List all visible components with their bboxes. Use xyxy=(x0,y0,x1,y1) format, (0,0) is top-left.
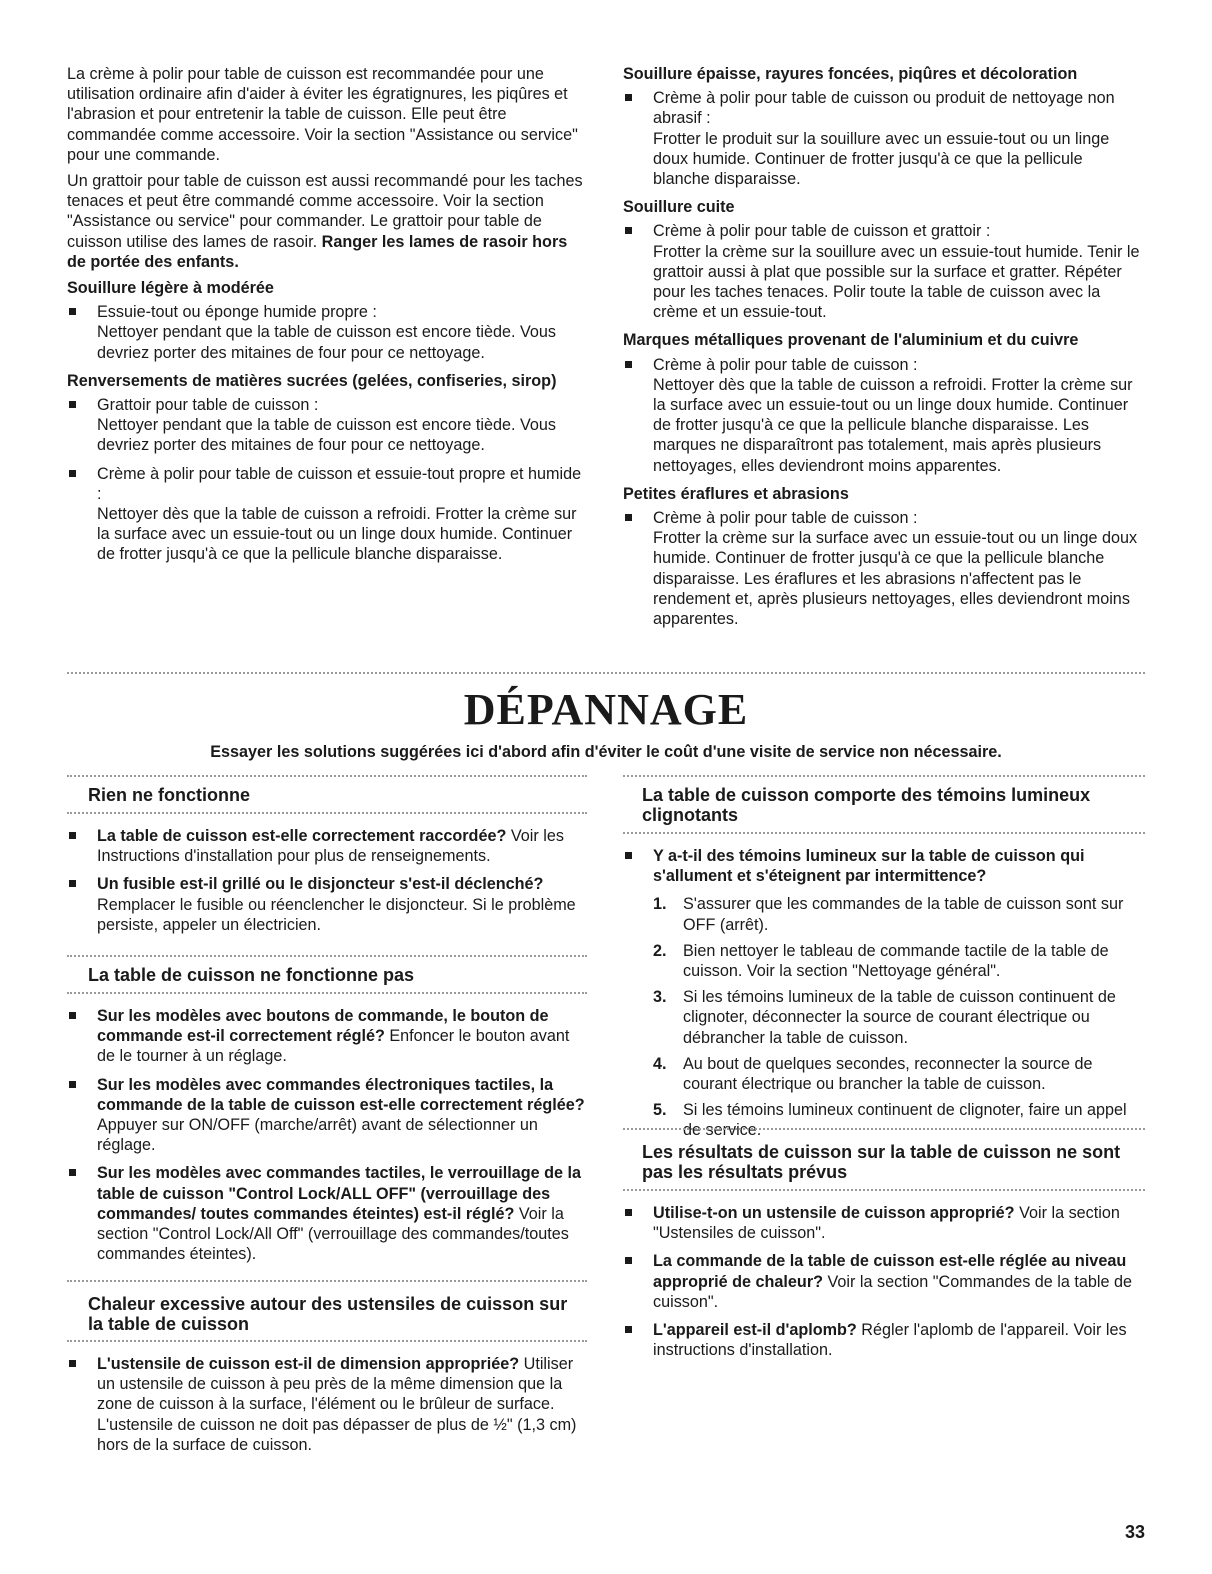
divider xyxy=(67,812,587,814)
list-item: Crème à polir pour table de cuisson : Nettoyer dès que la table de cuisson a refroidi. Frotter la crème sur la surface avec un essuie-tout ou un linge doux humide. Continuer de frotter jusqu'à ce que la pellicule blanche disparaisse. Les marques ne disparaîtront pas totalement, mais après plusieurs nettoyages, elles deviendront moins apparentes. xyxy=(623,355,1143,476)
step-text: Bien nettoyer le tableau de commande tactile de la table de cuisson. Voir la section "Nettoyage général". xyxy=(683,941,1109,981)
section-title-flashing-lights: La table de cuisson comporte des témoins lumineux clignotants xyxy=(642,785,1091,825)
list-item: Crème à polir pour table de cuisson ou produit de nettoyage non abrasif : Frotter le produit sur la souillure avec un essuie-tout ou un linge doux humide. Continuer de frotter jusqu'à ce que la pellicule blanche disparaisse. xyxy=(623,88,1143,189)
subheading-burned-soil: Souillure cuite xyxy=(623,198,735,217)
list-item: Sur les modèles avec commandes électroniques tactiles, la commande de la table de cuisson est-elle correctement réglée? Appuyer sur ON/OFF (marche/arrêt) avant de sélectionner un réglage. xyxy=(67,1075,587,1156)
numbered-step xyxy=(653,894,1145,934)
list-item: Y a-t-il des témoins lumineux sur la table de cuisson qui s'allument et s'éteignent par intermittence? xyxy=(623,846,1145,886)
subheading-metal-marks: Marques métalliques provenant de l'aluminium et du cuivre xyxy=(623,331,1079,350)
subheading-small-scratches: Petites éraflures et abrasions xyxy=(623,484,849,503)
divider xyxy=(67,775,587,777)
section-title-unexpected-results: Les résultats de cuisson sur la table de cuisson ne sont pas les résultats prévus xyxy=(642,1142,1121,1182)
paragraph-polishing-cream: La crème à polir pour table de cuisson est recommandée pour une utilisation ordinaire afin d'aider à éviter les égratignures, les piqûres et l'abrasion et pour entretenir la table de cuisson. Elle peut être commandée comme accessoire. Voir la section "Assistance ou service" pour une commande. xyxy=(67,65,578,164)
step-number: 5. xyxy=(653,1101,667,1120)
divider xyxy=(67,1340,587,1342)
divider xyxy=(67,955,587,957)
step-text: Si les témoins lumineux de la table de cuisson continuent de clignoter, déconnecter la source de courant électrique ou débrancher la table de cuisson. xyxy=(683,988,1116,1047)
page-title: DÉPANNAGE xyxy=(463,685,749,734)
paragraph-scraper: Un grattoir pour table de cuisson est aussi recommandé pour les taches tenaces et peut être commandé comme accessoire. Voir la section "Assistance ou service" pour commander. Le grattoir pour table de cuisson utilise des lames de rasoir. Ranger les lames de rasoir hors de portée des enfants. xyxy=(67,172,583,271)
section-excessive-heat xyxy=(67,1354,587,1463)
divider xyxy=(67,1280,587,1282)
top-left-column xyxy=(67,64,585,573)
step-text: Au bout de quelques secondes, reconnecter la source de courant électrique ou brancher la table de cuisson. xyxy=(683,1054,1093,1094)
section-divider xyxy=(67,672,1145,674)
list-item: Sur les modèles avec boutons de commande, le bouton de commande est-il correctement réglé? Enfoncer le bouton avant de le tourner à un réglage. xyxy=(67,1006,587,1067)
list-item: La table de cuisson est-elle correctement raccordée? Voir les Instructions d'installation pour plus de renseignements. xyxy=(67,826,587,866)
section-flashing-lights xyxy=(623,846,1145,1147)
subheading-light-soil: Souillure légère à modérée xyxy=(67,279,274,298)
divider xyxy=(623,1128,1145,1130)
divider xyxy=(67,992,587,994)
section-cooktop-not-working xyxy=(67,1006,587,1272)
section-title-nothing-works: Rien ne fonctionne xyxy=(88,785,250,805)
depannage-header xyxy=(67,684,1145,762)
subheading-sugary-spills: Renversements de matières sucrées (gelées, confiseries, sirop) xyxy=(67,371,557,390)
step-text: Si les témoins lumineux continuent de clignoter, faire un appel de service. xyxy=(683,1101,1127,1140)
numbered-step xyxy=(653,941,1145,981)
divider xyxy=(623,1189,1145,1191)
step-number: 2. xyxy=(653,941,667,960)
numbered-step xyxy=(653,1100,1145,1140)
list-item: Un fusible est-il grillé ou le disjoncteur s'est-il déclenché? Remplacer le fusible ou réenclencher le disjoncteur. Si le problème persiste, appeler un électricien. xyxy=(67,874,587,935)
divider xyxy=(623,775,1145,777)
step-number: 4. xyxy=(653,1054,667,1073)
step-number: 3. xyxy=(653,988,667,1007)
step-number: 1. xyxy=(653,895,667,914)
list-item: Essuie-tout ou éponge humide propre : Nettoyer pendant que la table de cuisson est encore tiède. Vous devriez porter des mitaines de four pour ce nettoyage. xyxy=(67,302,585,363)
list-item: La commande de la table de cuisson est-elle réglée au niveau approprié de chaleur? Voir la section "Commandes de la table de cuisson". xyxy=(623,1251,1145,1312)
page-number: 33 xyxy=(1124,1522,1145,1542)
list-item: L'appareil est-il d'aplomb? Régler l'aplomb de l'appareil. Voir les instructions d'installation. xyxy=(623,1320,1145,1360)
section-title-cooktop-not-working: La table de cuisson ne fonctionne pas xyxy=(88,965,415,985)
list-item: L'ustensile de cuisson est-il de dimension appropriée? Utiliser un ustensile de cuisson à peu près de la même dimension que la zone de cuisson à la surface, l'élément ou le brûleur de surface. L'ustensile de cuisson ne doit pas dépasser de plus de ½" (1,3 cm) hors de la surface de cuisson. xyxy=(67,1354,587,1455)
subheading-heavy-soil: Souillure épaisse, rayures foncées, piqûres et décoloration xyxy=(623,65,1078,83)
list-item: Grattoir pour table de cuisson : Nettoyer pendant que la table de cuisson est encore tiède. Vous devriez porter des mitaines de four pour ce nettoyage. xyxy=(67,395,585,456)
list-item: Sur les modèles avec commandes tactiles, le verrouillage de la table de cuisson "Control Lock/ALL OFF" (verrouillage des commandes/ toutes commandes éteintes) est-il réglé? Voir la section "Control Lock/All Off" (verrouillage des commandes/toutes commandes éteintes). xyxy=(67,1163,587,1264)
section-unexpected-results xyxy=(623,1203,1145,1368)
numbered-step xyxy=(653,1054,1145,1094)
list-item: Crème à polir pour table de cuisson et grattoir : Frotter la crème sur la souillure avec un essuie-tout humide. Tenir le grattoir aussi à plat que possible sur la surface et gratter. Répéter pour les taches tenaces. Polir toute la table de cuisson avec la crème et un essuie-tout. xyxy=(623,221,1143,322)
section-nothing-works xyxy=(67,826,587,943)
numbered-step xyxy=(653,987,1145,1048)
steps-list xyxy=(623,894,1145,1140)
list-item: Utilise-t-on un ustensile de cuisson approprié? Voir la section "Ustensiles de cuisson". xyxy=(623,1203,1145,1243)
top-right-column xyxy=(623,64,1143,637)
intro-text: Essayer les solutions suggérées ici d'abord afin d'éviter le coût d'une visite de service non nécessaire. xyxy=(210,743,1002,761)
section-title-excessive-heat: Chaleur excessive autour des ustensiles de cuisson sur la table de cuisson xyxy=(88,1294,568,1334)
list-item: Crème à polir pour table de cuisson : Frotter la crème sur la surface avec un essuie-tout ou un linge doux humide. Continuer de frotter jusqu'à ce que la pellicule blanche disparaisse. Les éraflures et les abrasions n'affectent pas le rendement et, après plusieurs nettoyages, elles deviendront moins apparentes. xyxy=(623,508,1143,629)
step-text: S'assurer que les commandes de la table de cuisson sont sur OFF (arrêt). xyxy=(683,895,1124,934)
divider xyxy=(623,832,1145,834)
list-item: Crème à polir pour table de cuisson et essuie-tout propre et humide : Nettoyer dès que la table de cuisson a refroidi. Frotter la crème sur la surface avec un essuie-tout ou un linge doux humide. Continuer de frotter jusqu'à ce que la pellicule blanche disparaisse. xyxy=(67,464,585,565)
